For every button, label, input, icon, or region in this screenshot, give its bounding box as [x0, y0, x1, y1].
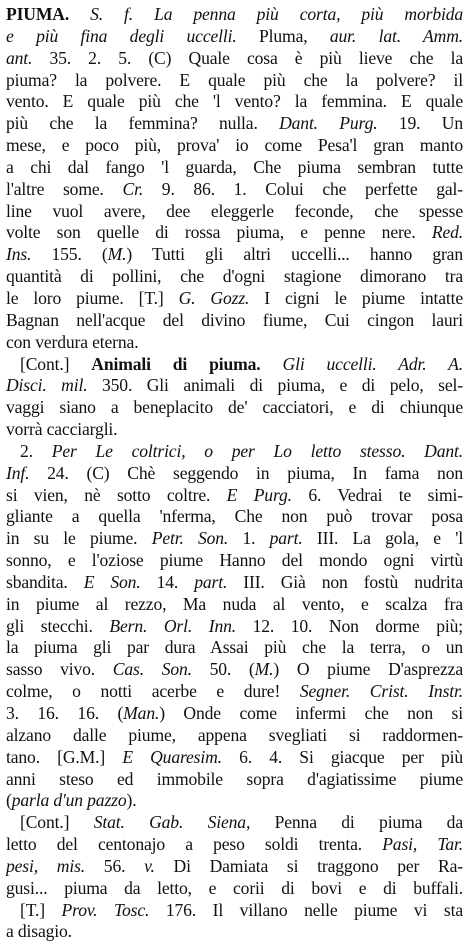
text-line: [6, 48, 463, 70]
text-run: [Cont.]: [20, 353, 92, 374]
italic-text: Stat. Gab. Siena,: [93, 812, 251, 833]
italic-text: Disci. mil.: [6, 375, 88, 396]
italic-text: E Son.: [83, 571, 141, 592]
text-run: sbandita.: [6, 571, 84, 592]
italic-text: M.: [107, 244, 127, 265]
text-run: line vuol avere, dee eleggerle feconde, che spesse: [6, 200, 463, 221]
text-line: [6, 921, 463, 943]
text-line: [6, 637, 463, 659]
italic-text: Petr. Son.: [151, 528, 229, 549]
text-run: 1.: [228, 528, 270, 549]
italic-text: v.: [144, 855, 155, 876]
text-run: Bagnan nell'acque del divino fiume, Cui cingon lauri: [6, 309, 463, 330]
text-line: [6, 113, 463, 135]
italic-text: M.: [254, 659, 274, 680]
text-line: [6, 769, 463, 791]
italic-text: part.: [194, 571, 228, 592]
text-line: [6, 441, 463, 463]
text-run: 2.: [20, 440, 52, 461]
text-run: colme, o notti acerbe e dure!: [6, 681, 300, 702]
text-line: [6, 397, 463, 419]
text-run: sasso vivo.: [6, 659, 113, 680]
text-line: [6, 135, 463, 157]
text-run: mese, e poco più, prova' io come Pesa'l gran manto: [6, 135, 463, 156]
text-run: volte son quelle di rossa piuma, e penne nere.: [6, 222, 432, 243]
text-run: anni steso ed immobile sopra d'agiatissime piume: [6, 768, 463, 789]
italic-text: E Quaresim.: [122, 746, 222, 767]
italic-text: pesi, mis.: [6, 855, 86, 876]
text-line: [6, 812, 463, 834]
text-run: ) O piume D'asprezza: [273, 659, 463, 680]
text-run: ) Onde come infermi che non si: [159, 703, 463, 723]
italic-text: Bern. Orl. Inn.: [109, 615, 236, 636]
text-run: 9. 86. 1. Colui che perfette gal-: [143, 178, 463, 199]
text-run: 176. Il villano nelle piume vi sta: [149, 899, 463, 920]
italic-text: Dant. Purg.: [279, 113, 378, 134]
text-run: vaggi siano a beneplacito de' cacciatori, e di chiunque: [6, 397, 463, 418]
italic-text: G. Gozz.: [178, 287, 250, 308]
text-run: vento. E quale più che 'l vento? la femmina. E quale: [6, 91, 463, 112]
text-run: alzano dalle piume, appena svegliati si raddormen-: [6, 724, 463, 745]
italic-text: Prov. Tosc.: [61, 899, 150, 920]
text-run: 14.: [140, 571, 195, 592]
text-line: [6, 594, 463, 616]
italic-text: E Purg.: [226, 484, 292, 505]
italic-text: Cr.: [122, 178, 144, 199]
text-line: [6, 70, 463, 92]
italic-text: e più fina degli uccelli.: [6, 25, 237, 46]
text-run: 24. (C) Chè seggendo in piuma, In fama non: [29, 462, 463, 483]
text-run: sonno, e l'oziose piume Hanno del mondo ogni virtù: [6, 550, 463, 571]
text-line: [6, 747, 463, 769]
text-line: [6, 790, 463, 812]
italic-text: Red.: [431, 222, 463, 243]
text-run: 35. 2. 5. (C) Quale cosa è più lieve che la: [32, 47, 463, 68]
text-run: I cigni le piume intatte: [249, 287, 463, 308]
italic-text: Inf.: [6, 462, 30, 483]
text-run: (: [6, 790, 12, 811]
bold-term: Animali di piuma.: [91, 353, 261, 374]
text-run: a chi dal fango 'l guarda, Che piuma sembran tutte: [6, 156, 463, 177]
text-run: 19. Un: [377, 113, 463, 134]
text-line: [6, 375, 463, 397]
italic-text: Ins.: [6, 244, 32, 265]
text-run: Pluma,: [236, 25, 330, 46]
text-line: [6, 222, 463, 244]
text-line: [6, 878, 463, 900]
italic-text: Pasi, Tar.: [382, 834, 463, 855]
text-run: gliante a quella 'nferma, Che non può trovar posa: [6, 506, 463, 527]
dictionary-entry-piuma: [6, 4, 463, 943]
text-run: 3. 16. 16. (: [6, 703, 124, 723]
text-line: [6, 616, 463, 638]
text-run: gli stecchi.: [6, 615, 110, 636]
text-run: 6. Vedrai te simi-: [291, 484, 463, 505]
italic-text: aur. lat. Amm.: [329, 25, 463, 46]
italic-text: ant.: [6, 47, 33, 68]
text-line: [6, 856, 463, 878]
text-run: gusi... piuma da letto, e corii di bovi e di buffali.: [6, 877, 463, 898]
text-run: ).: [126, 790, 137, 811]
text-run: si vien, nè sotto coltre.: [6, 484, 227, 505]
text-line: [6, 244, 463, 266]
text-run: III. Già non fostù nudrita: [227, 571, 463, 592]
text-run: le loro piume. [T.]: [6, 287, 179, 308]
text-run: letto del centonajo a peso soldi trenta.: [6, 834, 383, 855]
text-line: [6, 550, 463, 572]
text-line: [6, 266, 463, 288]
text-run: 350. Gli animali di piuma, e di pelo, sel-: [87, 375, 463, 396]
italic-text: part.: [269, 528, 303, 549]
text-run: 6. 4. Si giacque per più: [221, 746, 463, 767]
text-line: [6, 506, 463, 528]
italic-text: Man.: [123, 703, 160, 723]
text-run: la piuma gli par dura Assai più che la terra, o un: [6, 637, 463, 658]
text-run: 50. (: [191, 659, 255, 680]
text-run: [261, 354, 283, 374]
text-run: ) Tutti gli altri uccelli... hanno gran: [126, 244, 463, 265]
text-run: [Cont.]: [20, 812, 94, 833]
italic-text: Segner. Crist. Instr.: [299, 681, 463, 702]
text-run: Penna di piuma da: [250, 812, 463, 833]
text-run: III. La gola, e 'l: [302, 528, 463, 549]
text-run: vorrà cacciargli.: [6, 419, 118, 440]
text-line: [6, 157, 463, 179]
text-run: quantità di pollini, che d'ogni stagione dimorano tra: [6, 266, 463, 287]
text-line: [6, 4, 463, 26]
text-run: in su le piume.: [6, 528, 152, 549]
text-line: [6, 834, 463, 856]
text-line: [6, 725, 463, 747]
text-run: piuma? la polvere. E quale più che la polvere? il: [6, 69, 463, 90]
text-run: [T.]: [20, 899, 62, 920]
text-line: [6, 419, 463, 441]
text-run: più che la femmina? nulla.: [6, 113, 280, 134]
text-run: tano. [G.M.]: [6, 746, 123, 767]
text-line: [6, 354, 463, 376]
text-line: [6, 659, 463, 681]
text-run: a disagio.: [6, 921, 72, 942]
text-line: [6, 681, 463, 703]
text-run: 56.: [85, 855, 145, 876]
italic-text: parla d'un pazzo: [11, 790, 127, 811]
text-line: [6, 288, 463, 310]
text-run: 12. 10. Non dorme più;: [235, 615, 463, 636]
text-run: in piume al rezzo, Ma nuda al vento, e scalza fra: [6, 593, 463, 614]
text-line: [6, 463, 463, 485]
italic-text: S. f. La penna più corta, più morbida: [90, 4, 463, 24]
text-run: 155. (: [31, 244, 108, 265]
text-line: [6, 528, 463, 550]
text-line: [6, 91, 463, 113]
text-line: [6, 179, 463, 201]
italic-text: Gli uccelli. Adr. A.: [282, 353, 463, 374]
text-run: Di Damiata si traggono per Ra-: [154, 855, 463, 876]
text-line: [6, 703, 463, 725]
text-line: [6, 26, 463, 48]
bold-term: PIUMA.: [6, 4, 70, 24]
text-line: [6, 900, 463, 922]
text-line: [6, 572, 463, 594]
text-line: [6, 310, 463, 332]
text-run: con verdura eterna.: [6, 331, 139, 352]
text-line: [6, 332, 463, 354]
text-run: [69, 4, 90, 24]
text-line: [6, 485, 463, 507]
italic-text: Per Le coltrici, o per Lo letto stesso. Dant.: [51, 440, 463, 461]
text-line: [6, 201, 463, 223]
italic-text: Cas. Son.: [112, 659, 192, 680]
text-run: l'altre some.: [6, 178, 123, 199]
